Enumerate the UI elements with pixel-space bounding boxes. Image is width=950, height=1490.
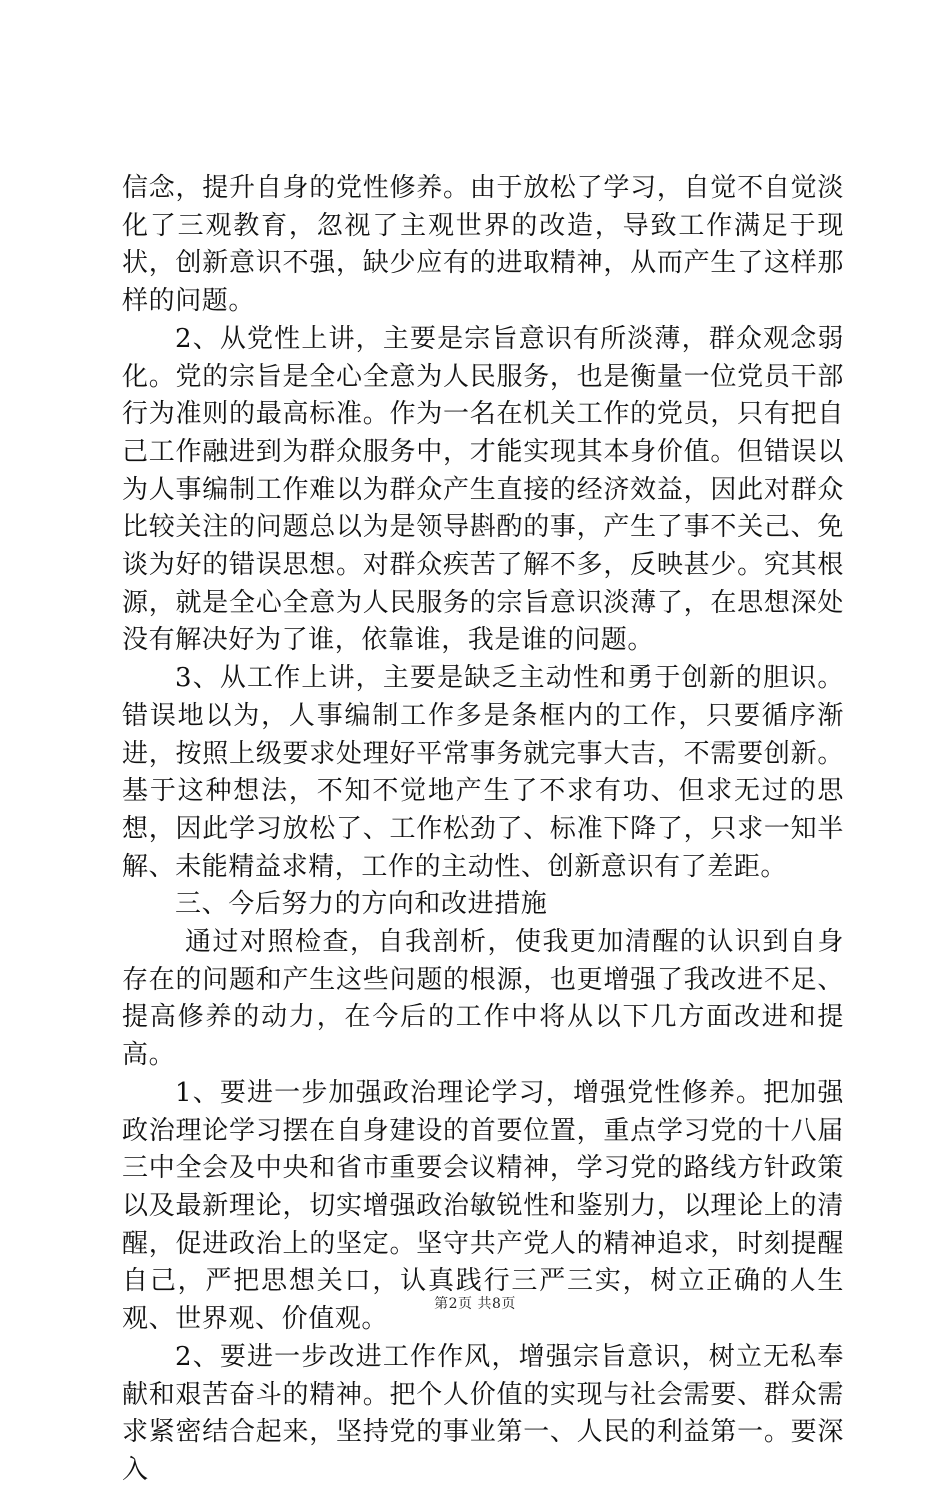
paragraph-theory-study: 1、要进一步加强政治理论学习，增强党性修养。把加强政治理论学习摆在自身建设的首要位置，重点学习党的十八届三中全会及中央和省市重要会议精神，学习党的路线方针政策以及最新理论，切实增强政治敏锐性和鉴别力，以理论上的清醒，促进政治上的坚定。坚守共产党人的精神追求，时刻提醒自己，严把思想关口，认真践行三严三实，树立正确的人生观、世界观、价值观。: [122, 1077, 844, 1335]
page-footer: [0, 1293, 950, 1313]
paragraph-continuation: 信念，提升自身的党性修养。由于放松了学习，自觉不自觉淡化了三观教育，忽视了主观世界的改造，导致工作满足于现状，创新意识不强，缺少应有的进取精神，从而产生了这样那样的问题。: [122, 173, 844, 317]
paragraph-self-analysis: 通过对照检查，自我剖析，使我更加清醒的认识到自身存在的问题和产生这些问题的根源，也更增强了我改进不足、提高修养的动力，在今后的工作中将从以下几方面改进和提高。: [122, 927, 844, 1071]
paragraph-party-spirit: 2、从党性上讲，主要是宗旨意识有所淡薄，群众观念弱化。党的宗旨是全心全意为人民服务，也是衡量一位党员干部行为准则的最高标准。作为一名在机关工作的党员，只有把自己工作融进到为群众服务中，才能实现其本身价值。但错误以为人事编制工作难以为群众产生直接的经济效益，因此对群众比较关注的问题总以为是领导斟酌的事，产生了事不关己、免谈为好的错误思想。对群众疾苦了解不多，反映甚少。究其根源，就是全心全意为人民服务的宗旨意识淡薄了，在思想深处没有解决好为了谁，依靠谁，我是谁的问题。: [122, 323, 844, 656]
paragraph-work-attitude: 3、从工作上讲，主要是缺乏主动性和勇于创新的胆识。错误地以为，人事编制工作多是条框内的工作，只要循序渐进，按照上级要求处理好平常事务就完事大吉，不需要创新。基于这种想法，不知不觉地产生了不求有功、但求无过的思想，因此学习放松了、工作松劲了、标准下降了，只求一知半解、未能精益求精，工作的主动性、创新意识有了差距。: [122, 663, 844, 882]
page-number-label: 第2页 共8页: [434, 1296, 516, 1312]
paragraph-work-style: 2、要进一步改进工作作风，增强宗旨意识，树立无私奉献和艰苦奋斗的精神。把个人价值的实现与社会需要、群众需求紧密结合起来，坚持党的事业第一、人民的利益第一。要深入: [122, 1341, 844, 1485]
document-body: [122, 170, 844, 1490]
section-heading-improvement: 三、今后努力的方向和改进措施: [175, 889, 548, 920]
